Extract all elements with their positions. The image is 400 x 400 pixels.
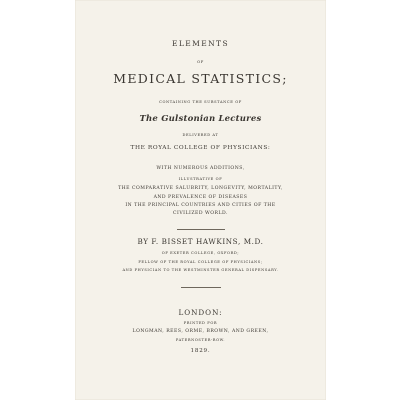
containing-text: CONTAINING THE SUBSTANCE OF	[159, 100, 242, 104]
title-page	[75, 0, 326, 400]
subject-line-2: AND PREVALENCE OF DISEASES	[153, 195, 248, 200]
illustrative-text: ILLUSTRATIVE OF	[178, 177, 223, 181]
publisher-address: PATERNOSTER-ROW.	[175, 338, 226, 342]
publication-year: 1829.	[190, 348, 211, 354]
additions-text: WITH NUMEROUS ADDITIONS,	[156, 166, 245, 171]
printed-for-text: PRINTED FOR	[183, 321, 218, 325]
lectures-title: The Gulstonian Lectures	[139, 114, 262, 124]
subject-line-4: CIVILIZED WORLD.	[173, 211, 228, 216]
credential-line-1: OF EXETER COLLEGE, OXFORD;	[161, 251, 240, 255]
title-line-medical-statistics: MEDICAL STATISTICS;	[113, 71, 288, 86]
subject-line-3: IN THE PRINCIPAL COUNTRIES AND CITIES OF THE	[125, 203, 276, 208]
title-line-elements: ELEMENTS	[172, 39, 229, 48]
delivered-at-text: DELIVERED AT	[182, 133, 219, 137]
credential-line-3: AND PHYSICIAN TO THE WESTMINSTER GENERAL DISPENSARY.	[122, 268, 279, 272]
rule-divider-top	[177, 229, 225, 230]
credential-line-2: FELLOW OF THE ROYAL COLLEGE OF PHYSICIANS;	[138, 260, 263, 264]
subject-line-1: THE COMPARATIVE SALUBRITY, LONGEVITY, MORTALITY,	[118, 186, 283, 191]
publisher-line: LONGMAN, REES, ORME, BROWN, AND GREEN,	[132, 329, 269, 334]
college-line: THE ROYAL COLLEGE OF PHYSICIANS:	[130, 145, 271, 151]
author-line: BY F. BISSET HAWKINS, M.D.	[137, 237, 264, 246]
title-of: OF	[197, 60, 204, 64]
rule-divider-bottom	[181, 287, 221, 288]
imprint-city: LONDON:	[178, 308, 223, 317]
